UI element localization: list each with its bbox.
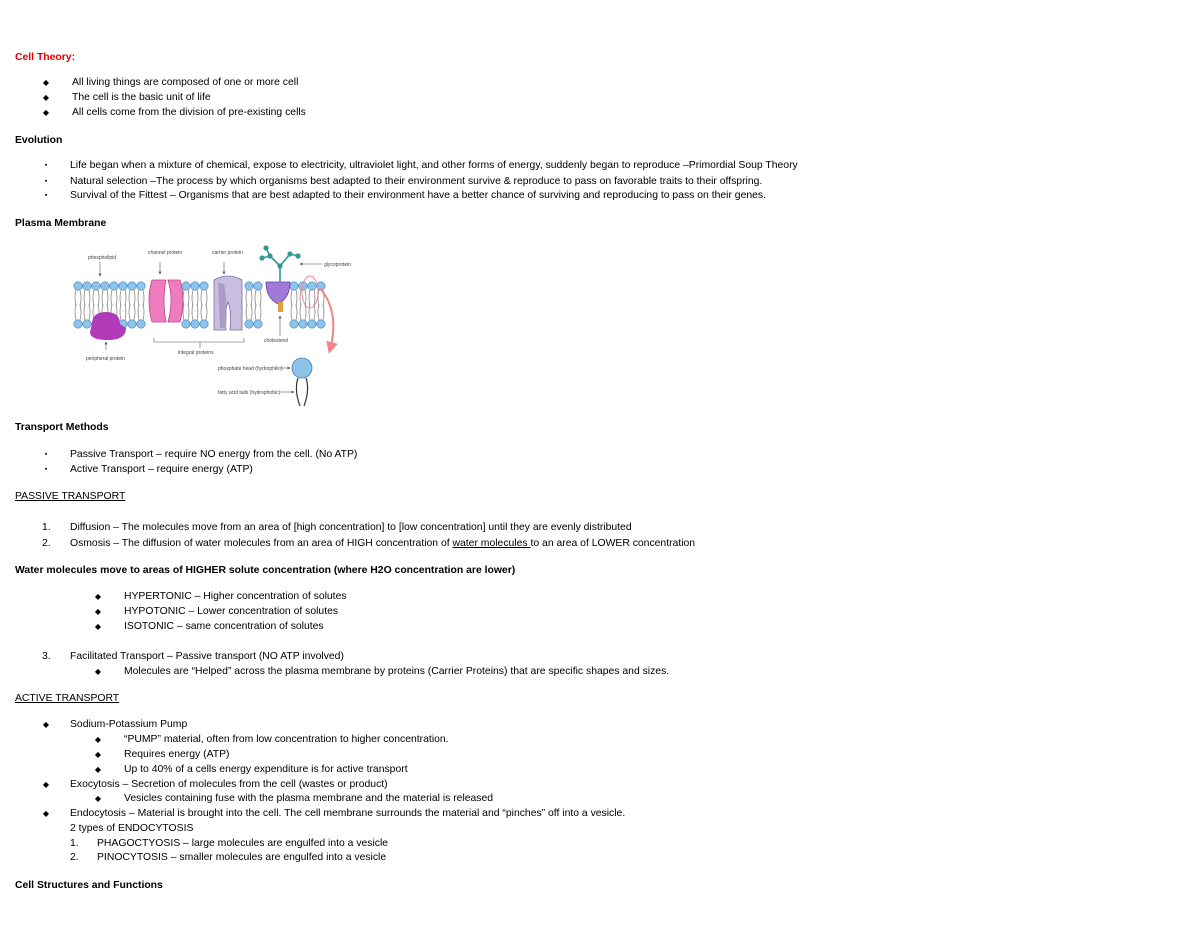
facilitated-transport-item: Facilitated Transport – Passive transport (NO ATP involved) bbox=[70, 651, 344, 662]
evolution-item-1: Life began when a mixture of chemical, expose to electricity, ultraviolet light, and other forms of energy, suddenly began to reproduce –Primordial Soup Theory bbox=[70, 160, 798, 171]
hypertonic-item: HYPERTONIC – Higher concentration of solutes bbox=[124, 591, 347, 602]
bullet-square-icon: ▪ bbox=[44, 162, 48, 169]
phospholipid-head bbox=[128, 320, 136, 328]
bullet-diamond-icon: ◆ bbox=[94, 607, 102, 616]
label-phospholipid: phospholipid bbox=[88, 255, 117, 261]
pinocytosis-item: PINOCYTOSIS – smaller molecules are engulfed into a vesicle bbox=[97, 852, 387, 863]
phospholipid-head bbox=[290, 282, 298, 290]
phospholipid-head bbox=[191, 320, 199, 328]
bullet-diamond-icon: ◆ bbox=[42, 780, 50, 789]
channel-protein bbox=[149, 280, 166, 322]
list-number: 2. bbox=[42, 538, 51, 549]
phospholipid-head bbox=[128, 282, 136, 290]
cholesterol-molecule bbox=[278, 302, 283, 312]
label-glycoprotein: glycoprotein bbox=[324, 262, 351, 268]
exocytosis-sub: Vesicles containing fuse with the plasma membrane and the material is released bbox=[124, 793, 494, 804]
bullet-diamond-icon: ◆ bbox=[94, 765, 102, 774]
exocytosis-item: Exocytosis – Secretion of molecules from the cell (wastes or product) bbox=[70, 779, 388, 790]
facilitated-transport-sub: Molecules are “Helped” across the plasma membrane by proteins (Carrier Proteins) that are specific shapes and sizes. bbox=[124, 666, 670, 677]
hypotonic-item: HYPOTONIC – Lower concentration of solutes bbox=[124, 606, 339, 617]
evolution-item-2: Natural selection –The process by which organisms best adapted to their environment survive & reproduce to pass on favorable traits to their offspring. bbox=[70, 176, 763, 187]
bullet-diamond-icon: ◆ bbox=[42, 78, 50, 87]
list-number: 3. bbox=[42, 651, 51, 662]
osmosis-item bbox=[70, 538, 695, 550]
label-fatty-acid-tails: fatty acid tails (hydrophobic) bbox=[218, 390, 281, 396]
cell-structures-heading: Cell Structures and Functions bbox=[15, 880, 163, 891]
pump-sub-3: Up to 40% of a cells energy expenditure is for active transport bbox=[124, 764, 408, 775]
phospholipid-head bbox=[317, 320, 325, 328]
bullet-diamond-icon: ◆ bbox=[94, 750, 102, 759]
phospholipid-head bbox=[137, 282, 145, 290]
water-note: Water molecules move to areas of HIGHER solute concentration (where H2O concentration are lower) bbox=[15, 565, 516, 576]
bullet-square-icon: ▪ bbox=[44, 466, 48, 473]
phospholipid-head bbox=[83, 320, 91, 328]
phospholipid-head bbox=[191, 282, 199, 290]
glycoprotein-shape bbox=[266, 282, 290, 304]
phospholipid-head bbox=[119, 282, 127, 290]
phospholipid-head bbox=[200, 320, 208, 328]
diffusion-item: Diffusion – The molecules move from an area of [high concentration] to [low concentration] until they are evenly distributed bbox=[70, 522, 632, 533]
evolution-item-3: Survival of the Fittest – Organisms that are best adapted to their environment have a better chance of surviving and reproducing to pass on their genes. bbox=[70, 190, 766, 201]
cell-theory-item-1: All living things are composed of one or more cell bbox=[72, 77, 299, 88]
phospholipid-head bbox=[182, 282, 190, 290]
label-peripheral-protein: peripheral protein bbox=[86, 356, 125, 362]
endocytosis-item: Endocytosis – Material is brought into the cell. The cell membrane surrounds the material and “pinches” off into a vesicle. bbox=[70, 808, 626, 819]
phagocytosis-item: PHAGOCTYOSIS – large molecules are engulfed into a vesicle bbox=[97, 838, 389, 849]
passive-transport-heading: PASSIVE TRANSPORT bbox=[15, 491, 126, 502]
label-integral-proteins: integral proteins bbox=[178, 350, 214, 356]
transport-methods-heading: Transport Methods bbox=[15, 422, 109, 433]
phospholipid-head bbox=[74, 320, 82, 328]
transport-passive-item: Passive Transport – require NO energy from the cell. (No ATP) bbox=[70, 449, 358, 460]
bullet-diamond-icon: ◆ bbox=[94, 794, 102, 803]
phospholipid-head bbox=[299, 320, 307, 328]
bullet-diamond-icon: ◆ bbox=[94, 735, 102, 744]
phospholipid-head bbox=[83, 282, 91, 290]
phospholipid-head bbox=[74, 282, 82, 290]
label-phosphate-head: phosphate head (hydrophilic) bbox=[218, 366, 283, 372]
label-cholesterol: cholesterol bbox=[264, 338, 289, 344]
pump-sub-2: Requires energy (ATP) bbox=[124, 749, 230, 760]
phospholipid-head bbox=[137, 320, 145, 328]
phospholipid-head bbox=[254, 282, 262, 290]
plasma-membrane-heading: Plasma Membrane bbox=[15, 218, 107, 229]
phospholipid-head bbox=[92, 282, 100, 290]
transport-active-item: Active Transport – require energy (ATP) bbox=[70, 464, 253, 475]
bullet-diamond-icon: ◆ bbox=[94, 667, 102, 676]
list-number: 1. bbox=[42, 522, 51, 533]
bullet-square-icon: ▪ bbox=[44, 451, 48, 458]
bullet-square-icon: ▪ bbox=[44, 192, 48, 199]
endocytosis-types: 2 types of ENDOCYTOSIS bbox=[70, 823, 194, 834]
phospholipid-head bbox=[182, 320, 190, 328]
sodium-potassium-pump-item: Sodium-Potassium Pump bbox=[70, 719, 188, 730]
bullet-diamond-icon: ◆ bbox=[42, 108, 50, 117]
bullet-diamond-icon: ◆ bbox=[94, 592, 102, 601]
phospholipid-head bbox=[245, 320, 253, 328]
pump-sub-1: “PUMP” material, often from low concentration to higher concentration. bbox=[124, 734, 449, 745]
phospholipid-head bbox=[254, 320, 262, 328]
bullet-diamond-icon: ◆ bbox=[42, 93, 50, 102]
plasma-membrane-diagram bbox=[68, 242, 358, 410]
label-carrier-protein: carrier protein bbox=[212, 250, 243, 256]
phospholipid-head bbox=[308, 282, 316, 290]
phospholipid-head bbox=[110, 282, 118, 290]
phospholipid-head bbox=[290, 320, 298, 328]
list-number: 1. bbox=[70, 838, 79, 849]
bullet-diamond-icon: ◆ bbox=[94, 622, 102, 631]
phospholipid-head bbox=[245, 282, 253, 290]
osmosis-text-pre: Osmosis – The diffusion of water molecules from an area of HIGH concentration of bbox=[70, 538, 453, 549]
phospholipid-head bbox=[308, 320, 316, 328]
bullet-diamond-icon: ◆ bbox=[42, 720, 50, 729]
osmosis-text-post: to an area of LOWER concentration bbox=[530, 538, 696, 549]
list-number: 2. bbox=[70, 852, 79, 863]
bullet-diamond-icon: ◆ bbox=[42, 809, 50, 818]
phospholipid-head bbox=[200, 282, 208, 290]
cell-theory-item-3: All cells come from the division of pre-existing cells bbox=[72, 107, 306, 118]
active-transport-heading: ACTIVE TRANSPORT bbox=[15, 693, 120, 704]
bullet-square-icon: ▪ bbox=[44, 178, 48, 185]
isotonic-item: ISOTONIC – same concentration of solutes bbox=[124, 621, 324, 632]
cell-theory-heading: Cell Theory: bbox=[15, 52, 76, 63]
phospholipid-head bbox=[101, 282, 109, 290]
cell-theory-item-2: The cell is the basic unit of life bbox=[72, 92, 211, 103]
osmosis-text-underlined: water molecules bbox=[452, 538, 531, 549]
label-channel-protein: channel protein bbox=[148, 250, 183, 256]
evolution-heading: Evolution bbox=[15, 135, 63, 146]
